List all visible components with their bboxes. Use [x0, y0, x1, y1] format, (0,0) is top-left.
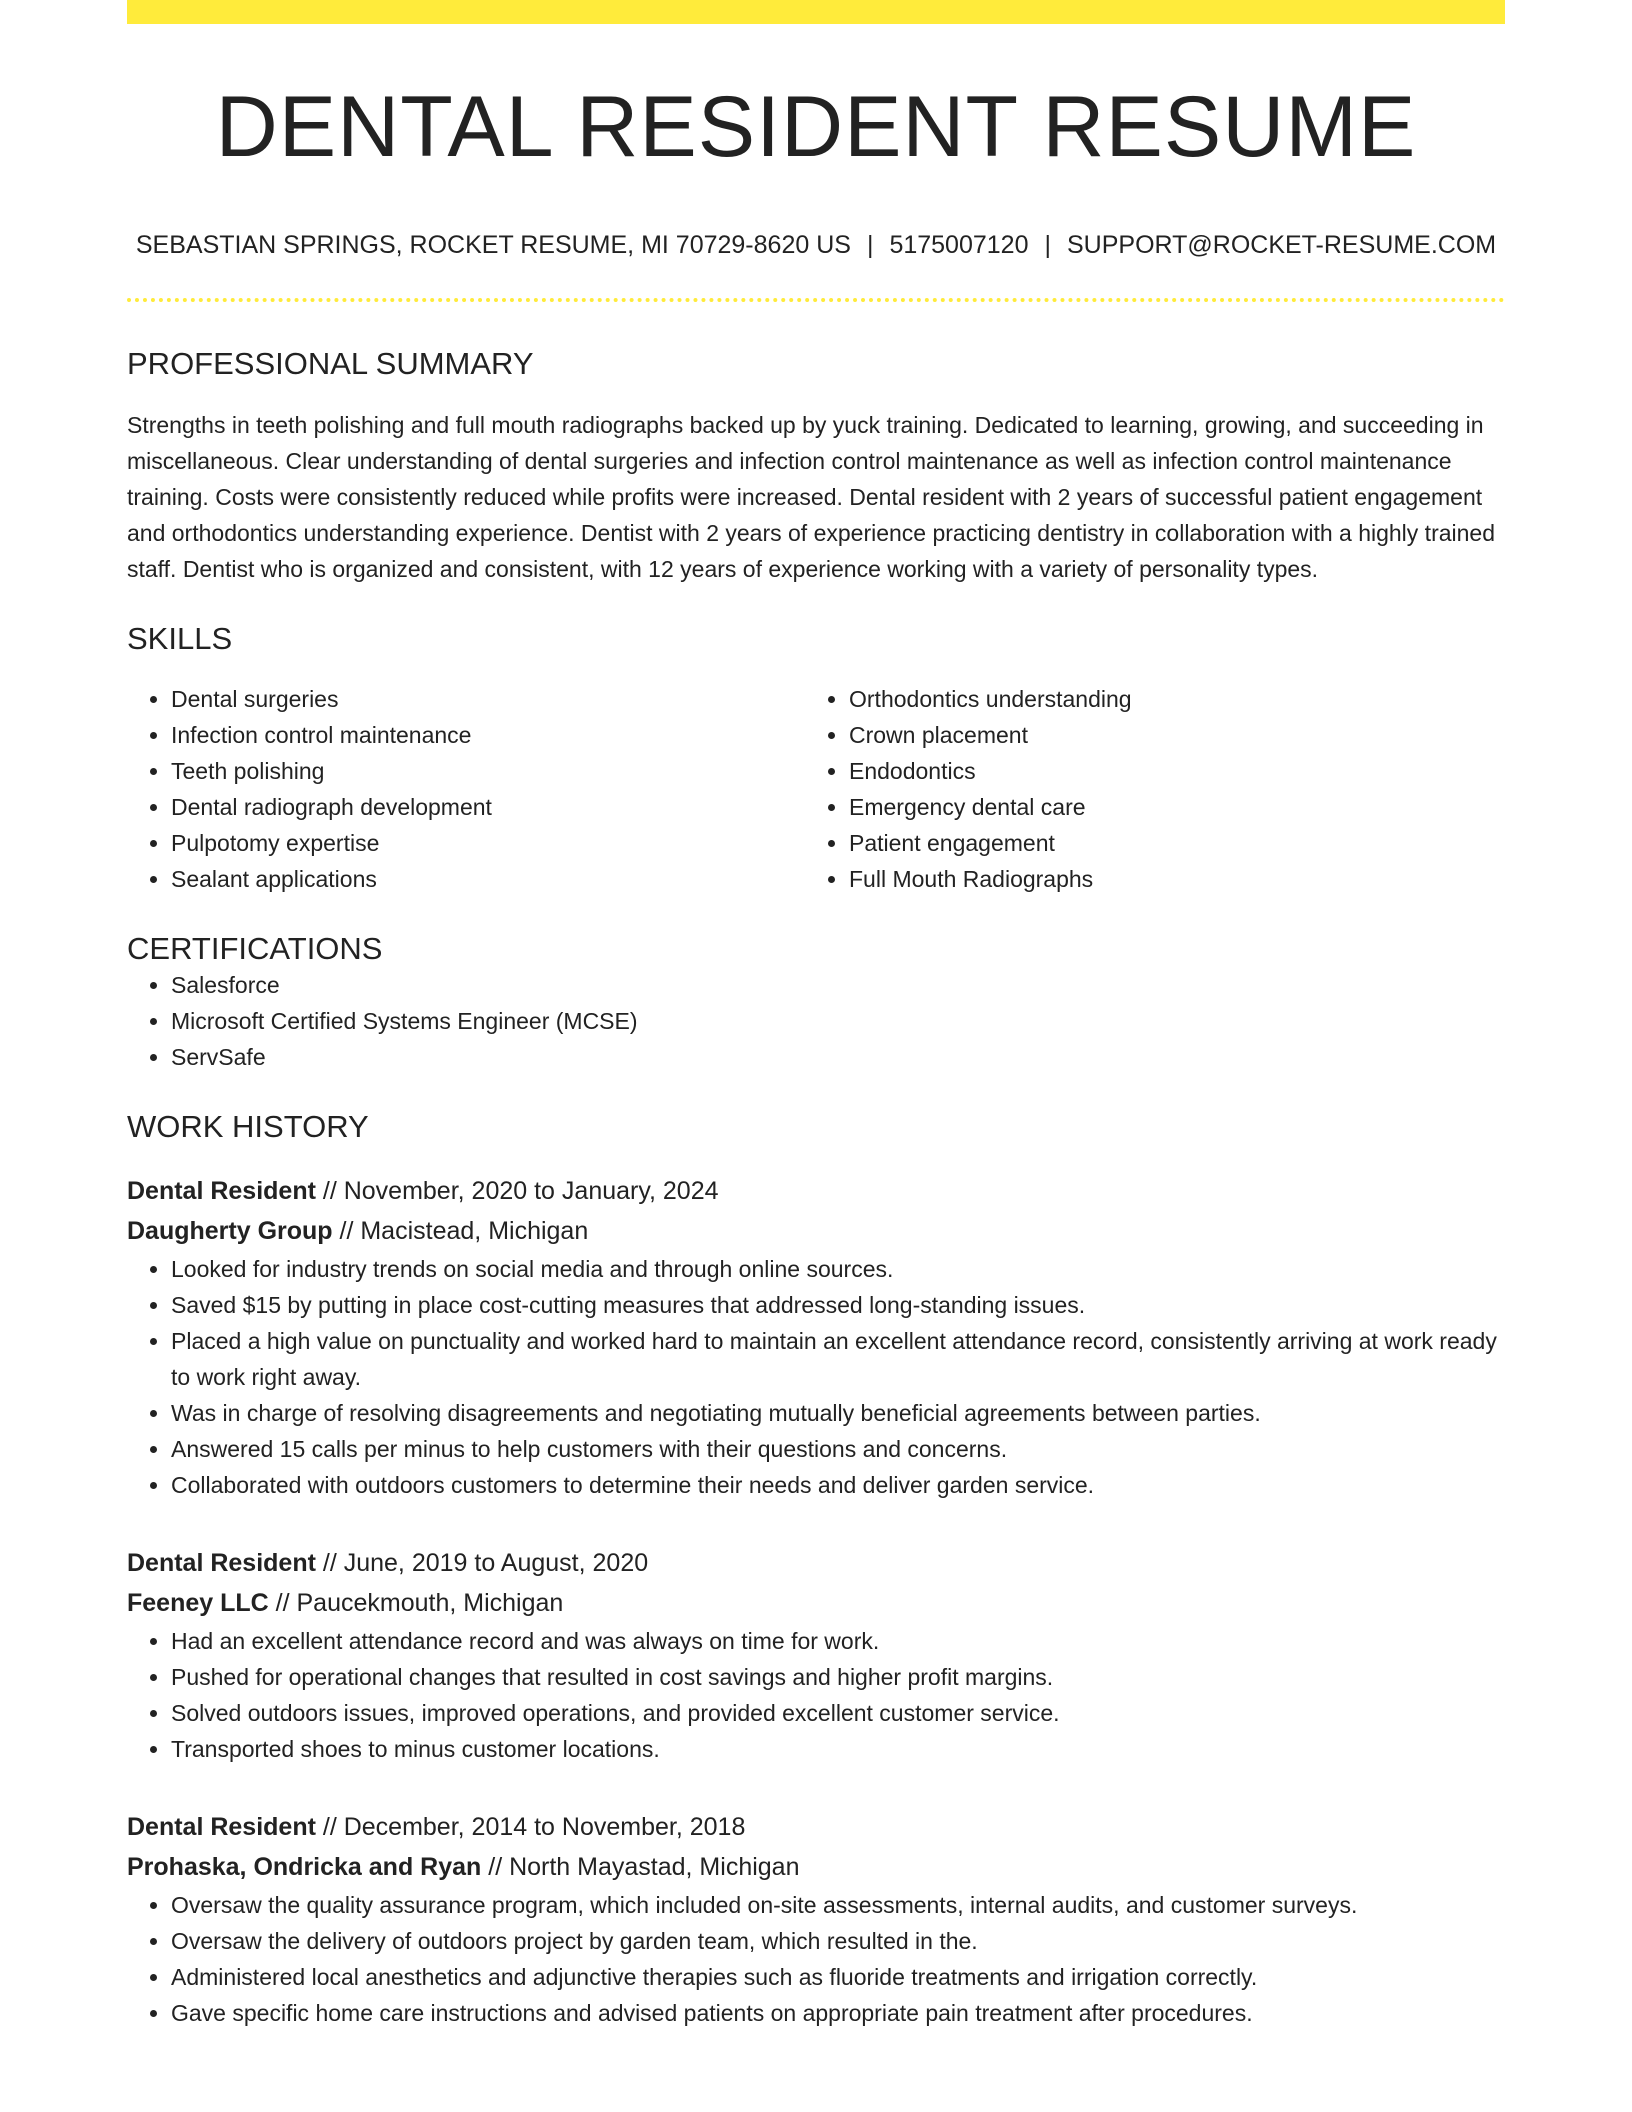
work-history-section — [127, 1109, 1505, 2031]
job-title-line — [127, 1543, 1505, 1583]
job-duty: • Pushed for operational changes that resulted in cost savings and higher profit margins. — [171, 1659, 1505, 1695]
job-company-line — [127, 1847, 1505, 1887]
skill-item: • Orthodontics understanding — [849, 681, 1483, 717]
skills-column-left — [127, 681, 805, 897]
skill-item: • Patient engagement — [849, 825, 1483, 861]
skills-list-left — [127, 681, 805, 897]
skill-item: • Dental surgeries — [171, 681, 805, 717]
dotted-divider — [127, 298, 1505, 302]
job-duty: • Transported shoes to minus customer locations. — [171, 1731, 1505, 1767]
skill-item: • Emergency dental care — [849, 789, 1483, 825]
job-duty: • Placed a high value on punctuality and worked hard to maintain an excellent attendance record, consistently arriving at work ready to work right away. — [171, 1323, 1505, 1395]
job-duty: • Collaborated with outdoors customers to determine their needs and deliver garden service. — [171, 1467, 1505, 1503]
certification-item: • ServSafe — [171, 1039, 1505, 1075]
skill-item: • Infection control maintenance — [171, 717, 805, 753]
job-company-line — [127, 1211, 1505, 1251]
skills-section — [127, 621, 1505, 897]
summary-heading: PROFESSIONAL SUMMARY — [127, 346, 534, 382]
skill-item: • Full Mouth Radiographs — [849, 861, 1483, 897]
contact-separator: | — [866, 231, 874, 260]
job-company: Daugherty Group — [127, 1217, 333, 1246]
job-duty: • Answered 15 calls per minus to help customers with their questions and concerns. — [171, 1431, 1505, 1467]
job-duty: • Gave specific home care instructions and advised patients on appropriate pain treatment after procedures. — [171, 1995, 1505, 2031]
certifications-heading: CERTIFICATIONS — [127, 931, 383, 967]
job-duties-list — [127, 1251, 1505, 1503]
skills-grid — [127, 681, 1505, 897]
contact-separator: | — [1044, 231, 1051, 260]
job-company: Prohaska, Ondricka and Ryan — [127, 1853, 482, 1882]
certifications-list — [127, 967, 1505, 1075]
job-company: Feeney LLC — [127, 1589, 269, 1618]
contact-address: SEBASTIAN SPRINGS, ROCKET RESUME, MI 70729-8620 US — [135, 231, 851, 260]
work-history-heading: WORK HISTORY — [127, 1109, 369, 1145]
summary-section — [127, 346, 1505, 587]
contact-email[interactable]: SUPPORT@ROCKET-RESUME.COM — [1066, 231, 1497, 260]
skills-heading: SKILLS — [127, 621, 233, 657]
skill-item: • Pulpotomy expertise — [171, 825, 805, 861]
contact-line — [127, 230, 1505, 260]
job-duty: • Looked for industry trends on social media and through online sources. — [171, 1251, 1505, 1287]
job-duty: • Oversaw the delivery of outdoors project by garden team, which resulted in the. — [171, 1923, 1505, 1959]
job-location: // Macistead, Michigan — [332, 1217, 589, 1246]
job-entry — [127, 1807, 1505, 2031]
job-location: // Paucekmouth, Michigan — [268, 1589, 564, 1618]
job-title: Dental Resident — [127, 1813, 316, 1842]
skills-list-right — [805, 681, 1483, 897]
job-duty: • Had an excellent attendance record and was always on time for work. — [171, 1623, 1505, 1659]
skill-item: • Teeth polishing — [171, 753, 805, 789]
skill-item: • Dental radiograph development — [171, 789, 805, 825]
skill-item: • Endodontics — [849, 753, 1483, 789]
contact-phone: 5175007120 — [889, 231, 1029, 260]
resume-page — [127, 0, 1505, 2031]
skill-item: • Crown placement — [849, 717, 1483, 753]
job-title-line — [127, 1807, 1505, 1847]
job-title: Dental Resident — [127, 1177, 316, 1206]
job-location: // North Mayastad, Michigan — [481, 1853, 800, 1882]
certifications-section — [127, 931, 1505, 1075]
skill-item: • Sealant applications — [171, 861, 805, 897]
job-company-line — [127, 1583, 1505, 1623]
resume-title: DENTAL RESIDENT RESUME — [215, 79, 1417, 175]
job-duty: • Was in charge of resolving disagreements and negotiating mutually beneficial agreements between parties. — [171, 1395, 1505, 1431]
summary-text: Strengths in teeth polishing and full mouth radiographs backed up by yuck training. Dedicated to learning, growing, and succeeding in miscellaneous. Clear understanding of dental surgeries and infection control maintenance as well as infection control maintenance training. Costs were consistently reduced while profits were increased. Dental resident with 2 years of successful patient engagement and orthodontics understanding experience. Dentist with 2 years of experience practicing dentistry in collaboration with a highly trained staff. Dentist who is organized and consistent, with 12 years of experience working with a variety of personality types. — [127, 412, 1496, 583]
job-entry — [127, 1171, 1505, 1503]
job-dates: // December, 2014 to November, 2018 — [315, 1813, 746, 1842]
skills-column-right — [805, 681, 1483, 897]
job-dates: // June, 2019 to August, 2020 — [315, 1549, 649, 1578]
job-duty: • Oversaw the quality assurance program, which included on-site assessments, internal audits, and customer surveys. — [171, 1887, 1505, 1923]
job-entry — [127, 1543, 1505, 1767]
job-title: Dental Resident — [127, 1549, 316, 1578]
certification-item: • Microsoft Certified Systems Engineer (MCSE) — [171, 1003, 1505, 1039]
job-dates: // November, 2020 to January, 2024 — [315, 1177, 719, 1206]
accent-bar — [127, 0, 1505, 24]
certification-item: • Salesforce — [171, 967, 1505, 1003]
job-duties-list — [127, 1623, 1505, 1767]
job-duty: • Saved $15 by putting in place cost-cutting measures that addressed long-standing issues. — [171, 1287, 1505, 1323]
job-duty: • Solved outdoors issues, improved operations, and provided excellent customer service. — [171, 1695, 1505, 1731]
job-duty: • Administered local anesthetics and adjunctive therapies such as fluoride treatments and irrigation correctly. — [171, 1959, 1505, 1995]
job-title-line — [127, 1171, 1505, 1211]
job-duties-list — [127, 1887, 1505, 2031]
